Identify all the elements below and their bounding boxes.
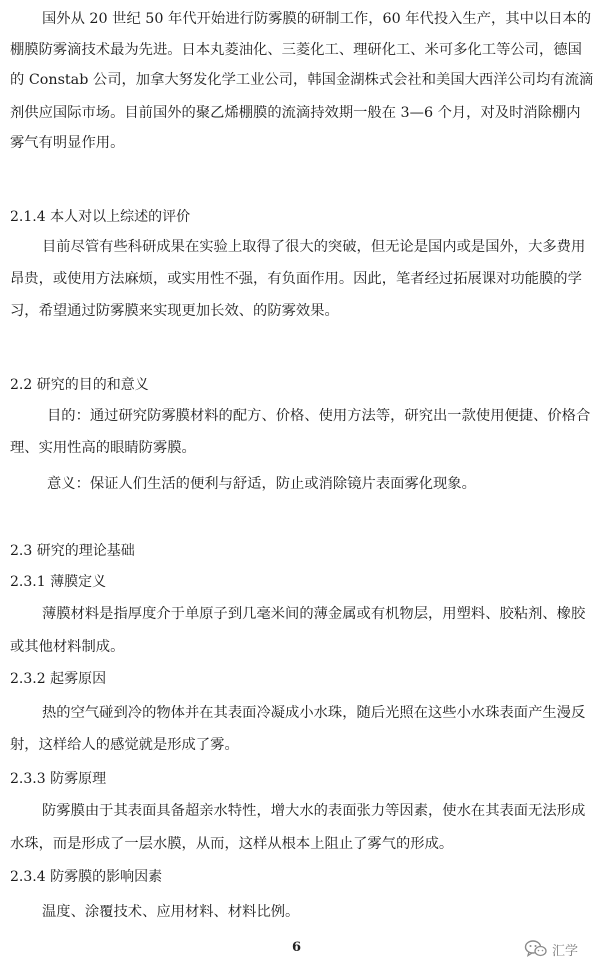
body-line: 或其他材料制成。	[10, 639, 125, 655]
body-line: 射，这样给人的感觉就是形成了雾。	[10, 737, 239, 753]
section-heading: 2.3 研究的理论基础	[10, 543, 135, 559]
body-line: 防雾膜由于其表面具备超亲水特性，增大水的表面张力等因素，使水在其表面无法形成	[42, 803, 586, 819]
body-line: 温度、涂覆技术、应用材料、材料比例。	[42, 904, 300, 920]
body-line: 的 Constab 公司，加拿大努发化学工业公司，韩国金湖株式会社和美国大西洋公司均有流滴	[10, 72, 594, 88]
body-line: 意义：保证人们生活的便利与舒适，防止或消除镜片表面雾化现象。	[47, 476, 476, 492]
subsection-heading: 2.3.3 防雾原理	[10, 771, 107, 787]
body-line: 剂供应国际市场。目前国外的聚乙烯棚膜的流滴持效期一般在 3—6 个月，对及时消除棚内	[10, 105, 581, 121]
body-line: 习，希望通过防雾膜来实现更加长效、的防雾效果。	[10, 303, 339, 319]
page-number: 6	[292, 940, 302, 955]
body-line: 目前尽管有些科研成果在实验上取得了很大的突破，但无论是国内或是国外，大多费用	[42, 239, 586, 255]
body-line: 昂贵，或使用方法麻烦，或实用性不强，有负面作用。因此，笔者经过拓展课对功能膜的学	[10, 271, 582, 287]
subsection-heading: 2.3.2 起雾原因	[10, 671, 107, 687]
body-line: 目的：通过研究防雾膜材料的配方、价格、使用方法等，研究出一款使用便捷、价格合	[47, 408, 591, 424]
body-line: 水珠，而是形成了一层水膜，从而，这样从根本上阻止了雾气的形成。	[10, 836, 454, 852]
body-line: 国外从 20 世纪 50 年代开始进行防雾膜的研制工作，60 年代投入生产，其中以日本的	[42, 11, 592, 27]
wechat-icon	[524, 939, 548, 959]
watermark	[524, 939, 578, 959]
section-heading: 2.2 研究的目的和意义	[10, 377, 149, 393]
body-line: 雾气有明显作用。	[10, 135, 125, 151]
body-line: 棚膜防雾滴技术最为先进。日本丸菱油化、三菱化工、理研化工、米可多化工等公司，德国	[10, 42, 582, 58]
body-line: 薄膜材料是指厚度介于单原子到几毫米间的薄金属或有机物层，用塑料、胶粘剂、橡胶	[42, 606, 586, 622]
subsection-heading: 2.3.4 防雾膜的影响因素	[10, 869, 163, 885]
subsection-heading: 2.3.1 薄膜定义	[10, 574, 107, 590]
section-heading: 2.1.4 本人对以上综述的评价	[10, 209, 191, 225]
watermark-label: 汇学	[552, 943, 579, 959]
body-line: 热的空气碰到冷的物体并在其表面冷凝成小水珠，随后光照在这些小水珠表面产生漫反	[42, 705, 586, 721]
body-line: 理、实用性高的眼睛防雾膜。	[10, 440, 196, 456]
